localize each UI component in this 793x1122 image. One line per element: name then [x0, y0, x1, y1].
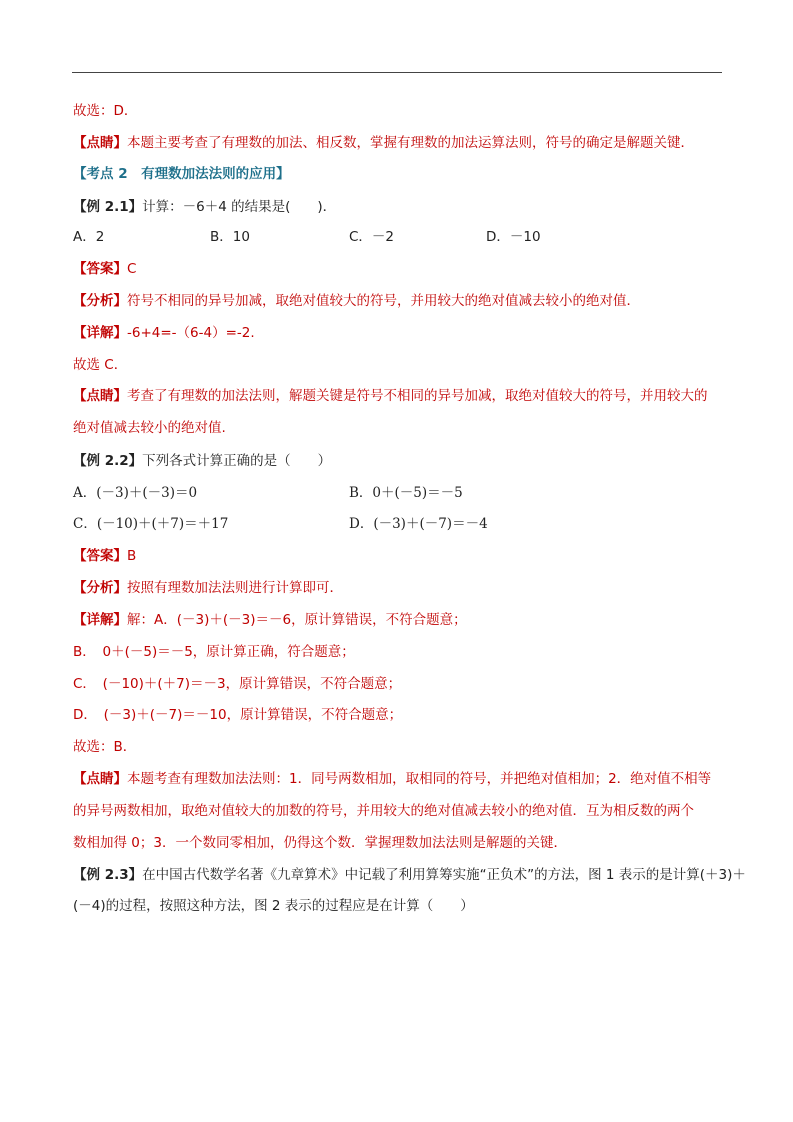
question-text: 在中国古代数学名著《九章算术》中记载了利用算筹实施“正负术”的方法，图 1 表示的是计算(＋3)＋ [142, 867, 746, 883]
question-text: 计算：－6＋4 的结果是( )． [142, 199, 337, 215]
analysis-text: 按照有理数加法法则进行计算即可． [127, 580, 343, 596]
example-tag: 【例 2.2】 [73, 453, 143, 469]
option-c: C．(－10)＋(＋7)＝＋17 [73, 516, 229, 532]
example-2-1-answer [73, 259, 136, 279]
example-2-2-options-row2 [73, 514, 723, 534]
prev-note [73, 133, 694, 153]
analysis-tag: 【分析】 [73, 293, 127, 309]
example-2-2-answer [73, 546, 136, 566]
header-rule [72, 72, 722, 73]
note-tag: 【点睛】 [73, 388, 127, 404]
option-c: C．－2 [349, 229, 395, 245]
example-2-2-options-row1 [73, 483, 723, 503]
option-a: A．2 [73, 229, 105, 245]
analysis-text: 符号不相同的异号加减，取绝对值较大的符号，并用较大的绝对值减去较小的绝对值． [127, 293, 640, 309]
note-text: 本题主要考查了有理数的加法、相反数，掌握有理数的加法运算法则，符号的确定是解题关键． [127, 135, 694, 151]
question-text: 下列各式计算正确的是（ ） [142, 453, 332, 469]
answer-tag: 【答案】 [73, 548, 127, 564]
example-2-2-choice: 故选：B． [73, 739, 137, 755]
answer-value: C [127, 261, 137, 277]
example-2-1-detail [73, 323, 255, 343]
example-2-2-detail-b: B． 0＋(－5)＝－5，原计算正确，符合题意； [73, 644, 355, 660]
example-2-1-options [73, 227, 723, 247]
detail-text: 解：A．(－3)＋(－3)＝－6，原计算错误，不符合题意； [127, 612, 467, 628]
example-2-2-detail-d: D． (－3)＋(－7)＝－10，原计算错误，不符合题意； [73, 707, 403, 723]
example-2-3-question [73, 865, 746, 885]
note-text: 本题考查有理数加法法则：1．同号两数相加，取相同的符号，并把绝对值相加；2．绝对值不相等 [127, 771, 712, 787]
option-a: A．(－3)＋(－3)＝0 [73, 485, 198, 501]
answer-tag: 【答案】 [73, 261, 127, 277]
detail-tag: 【详解】 [73, 325, 127, 341]
example-2-3-question-cont: (－4)的过程，按照这种方法，图 2 表示的过程应是在计算（ ） [73, 898, 474, 914]
note-tag: 【点睛】 [73, 771, 127, 787]
example-2-1-analysis [73, 291, 640, 311]
example-2-2-note-cont-2: 数相加得 0；3．一个数同零相加，仍得这个数．掌握理数加法法则是解题的关键． [73, 835, 567, 851]
answer-value: B [127, 548, 137, 564]
option-b: B．0＋(－5)＝－5 [349, 485, 463, 501]
example-2-2-detail-c: C． (－10)＋(＋7)＝－3，原计算错误，不符合题意； [73, 676, 402, 692]
option-d: D．－10 [486, 229, 541, 245]
example-2-2-detail-a [73, 610, 467, 630]
analysis-tag: 【分析】 [73, 580, 127, 596]
example-2-2-analysis [73, 578, 343, 598]
section-heading: 【考点 2 有理数加法法则的应用】 [73, 166, 290, 182]
note-tag: 【点睛】 [73, 135, 127, 151]
option-b: B．10 [210, 229, 250, 245]
example-tag: 【例 2.1】 [73, 199, 143, 215]
detail-tag: 【详解】 [73, 612, 127, 628]
prev-choice: 故选：D． [73, 103, 138, 119]
example-2-2-note-cont-1: 的异号两数相加，取绝对值较大的加数的符号，并用较大的绝对值减去较小的绝对值．互为相反数的两个 [73, 803, 694, 819]
note-text: 考查了有理数的加法法则，解题关键是符号不相同的异号加减，取绝对值较大的符号，并用较大的 [127, 388, 708, 404]
example-2-1-note-cont: 绝对值减去较小的绝对值. [73, 420, 226, 436]
example-2-1-question [73, 197, 336, 217]
example-2-2-note [73, 769, 711, 789]
example-2-1-note [73, 386, 708, 406]
example-2-2-question [73, 451, 331, 471]
example-2-1-choice: 故选 C． [73, 357, 128, 373]
detail-text: -6+4=-（6-4）=-2. [127, 325, 255, 341]
option-d: D．(－3)＋(－7)＝－4 [349, 516, 488, 532]
example-tag: 【例 2.3】 [73, 867, 143, 883]
